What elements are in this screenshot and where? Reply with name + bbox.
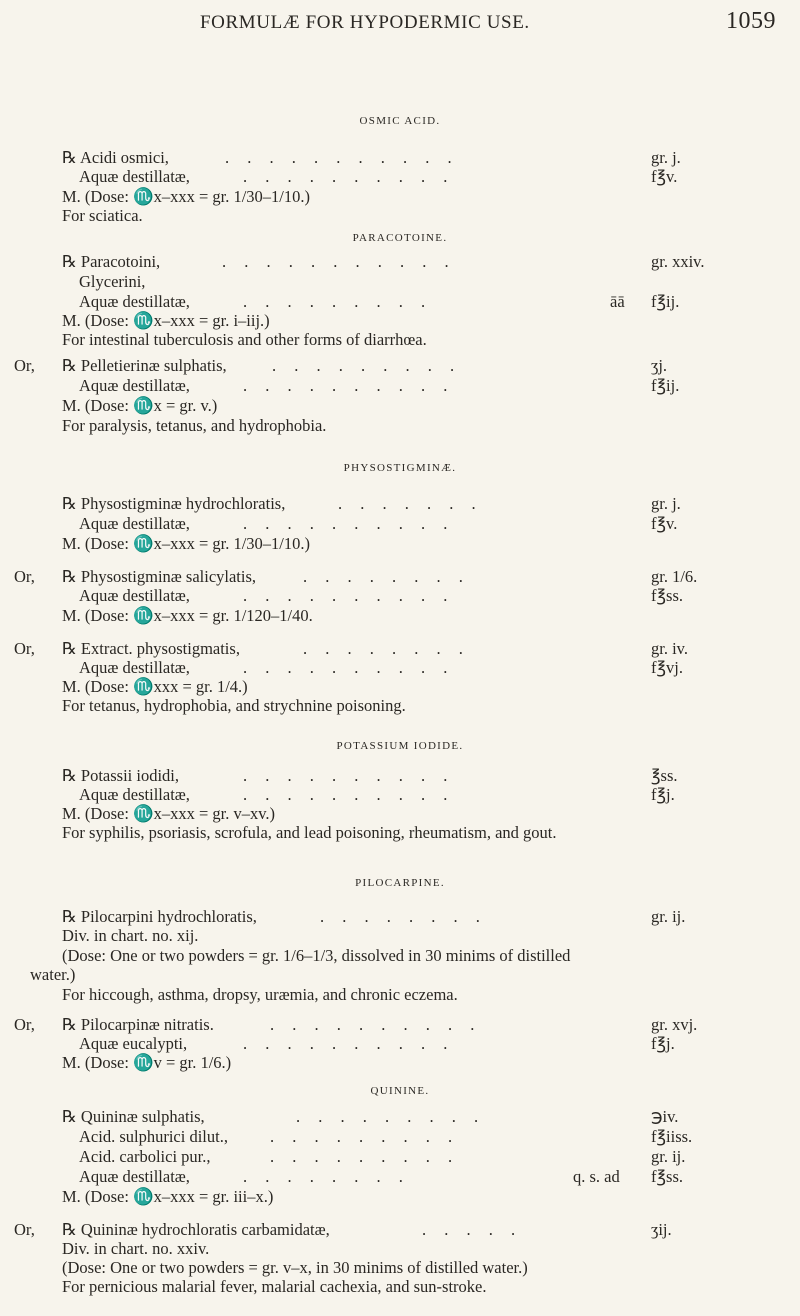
page-number: 1059 [726,8,776,34]
ingredient: Aquæ destillatæ, [79,376,190,395]
dose-text: M. (Dose: ♏x–xxx = gr. 1/30–1/10.) [62,534,311,553]
quantity: gr. j. [651,494,681,513]
ingredient: ℞ Physostigminæ hydrochloratis, [62,494,286,513]
leader-dots: . . . . . . . [338,494,483,513]
quantity: gr. j. [651,148,681,167]
leader-dots: . . . . . . . . . [270,1147,460,1166]
quantity: gr. xxiv. [651,252,705,271]
quantity: f℥j. [651,1034,675,1053]
section-title-osmic: OSMIC ACID. [359,115,441,127]
leader-dots: . . . . . . . . [243,1167,410,1186]
or-label: Or, [14,639,35,658]
ingredient: Acid. sulphurici dilut., [79,1127,228,1146]
section-title-quinine: QUININE. [370,1085,430,1097]
quantity: f℥v. [651,514,678,533]
ingredient: Glycerini, [79,272,146,291]
leader-dots: . . . . . . . . . . . [225,148,459,167]
ingredient: Aquæ destillatæ, [79,514,190,533]
leader-dots: . . . . . . . . . . [243,766,455,785]
quantity: ℥ss. [651,766,678,785]
leader-dots: . . . . . . . . . [272,356,462,375]
running-title: FORMULÆ FOR HYPODERMIC USE. [200,12,530,33]
dose-text: M. (Dose: ♏x–xxx = gr. v–xv.) [62,804,276,823]
leader-dots: . . . . . . . . . [270,1127,460,1146]
ingredient: Aquæ destillatæ, [79,785,190,804]
dose-text: (Dose: One or two powders = gr. 1/6–1/3, dissolved in 30 minims of distilled [62,946,571,965]
indication-text: For sciatica. [62,206,143,225]
ingredient: ℞ Physostigminæ salicylatis, [62,567,257,586]
quantity: f℥j. [651,785,675,804]
quantity: gr. iv. [651,639,688,658]
or-label: Or, [14,1015,35,1034]
or-label: Or, [14,567,35,586]
ana-mark: āā [610,292,625,311]
quantity: gr. xvj. [651,1015,698,1034]
page-header [0,6,800,40]
leader-dots: . . . . . . . . . . [270,1015,482,1034]
ingredient: ℞ Paracotoini, [62,252,161,271]
dose-text: M. (Dose: ♏xxx = gr. 1/4.) [62,677,248,696]
dose-text: M. (Dose: ♏x = gr. v.) [62,396,218,415]
leader-dots: . . . . . . . . . [243,292,433,311]
quantity: ℈iv. [651,1107,679,1126]
ingredient: Aquæ destillatæ, [79,1167,190,1186]
ingredient: Aquæ destillatæ, [79,292,190,311]
quantity: gr. ij. [651,1147,686,1166]
ingredient: Aquæ eucalypti, [79,1034,188,1053]
dose-text: M. (Dose: ♏x–xxx = gr. 1/120–1/40. [62,606,313,625]
quantity: f℥ss. [651,1167,683,1186]
ingredient: Aquæ destillatæ, [79,167,190,186]
ingredient: ℞ Pilocarpini hydrochloratis, [62,907,257,926]
or-label: Or, [14,1220,35,1239]
dose-text: M. (Dose: ♏x–xxx = gr. i–iij.) [62,311,270,330]
dose-text: M. (Dose: ♏v = gr. 1/6.) [62,1053,232,1072]
ingredient: ℞ Potassii iodidi, [62,766,180,785]
quantity: f℥ij. [651,292,680,311]
section-title-potassium: POTASSIUM IODIDE. [336,740,464,752]
leader-dots: . . . . . . . . . . [243,514,455,533]
dose-text: water.) [30,965,76,984]
ingredient: ℞ Quininæ hydrochloratis carbamidatæ, [62,1220,330,1239]
indication-text: For paralysis, tetanus, and hydrophobia. [62,416,327,435]
leader-dots: . . . . . . . . . . . [222,252,456,271]
dose-text: M. (Dose: ♏x–xxx = gr. 1/30–1/10.) [62,187,311,206]
qs-ad-mark: q. s. ad [573,1167,620,1186]
indication-text: For tetanus, hydrophobia, and strychnine poisoning. [62,696,406,715]
quantity: gr. 1/6. [651,567,698,586]
leader-dots: . . . . . . . . . [296,1107,486,1126]
ingredient: Aquæ destillatæ, [79,658,190,677]
quantity: f℥iiss. [651,1127,693,1146]
leader-dots: . . . . . . . . . . [243,1034,455,1053]
quantity: f℥ij. [651,376,680,395]
indication-text: For pernicious malarial fever, malarial cachexia, and sun-stroke. [62,1277,487,1296]
section-title-physostigmine: PHYSOSTIGMINÆ. [343,462,457,474]
ingredient: Acid. carbolici pur., [79,1147,211,1166]
leader-dots: . . . . . [422,1220,523,1239]
dose-text: M. (Dose: ♏x–xxx = gr. iii–x.) [62,1187,274,1206]
leader-dots: . . . . . . . . [303,567,470,586]
leader-dots: . . . . . . . . . . [243,376,455,395]
section-title-paracotoine: PARACOTOINE. [352,232,448,244]
ingredient: Aquæ destillatæ, [79,586,190,605]
indication-text: For hiccough, asthma, dropsy, uræmia, and chronic eczema. [62,985,458,1004]
ingredient: ℞ Pilocarpinæ nitratis. [62,1015,214,1034]
quantity: ʒij. [651,1220,672,1239]
dose-text: (Dose: One or two powders = gr. v–x, in 30 minims of distilled water.) [62,1258,528,1277]
leader-dots: . . . . . . . . . . [243,658,455,677]
leader-dots: . . . . . . . . [303,639,470,658]
leader-dots: . . . . . . . . . . [243,167,455,186]
quantity: f℥vj. [651,658,683,677]
leader-dots: . . . . . . . . . . [243,586,455,605]
section-title-pilocarpine: PILOCARPINE. [355,877,445,889]
quantity: f℥ss. [651,586,683,605]
quantity: f℥v. [651,167,678,186]
quantity: gr. ij. [651,907,686,926]
ingredient: ℞ Quininæ sulphatis, [62,1107,205,1126]
note-text: Div. in chart. no. xxiv. [62,1239,210,1258]
indication-text: For syphilis, psoriasis, scrofula, and lead poisoning, rheumatism, and gout. [62,823,557,842]
quantity: ʒj. [651,356,668,375]
note-text: Div. in chart. no. xij. [62,926,199,945]
ingredient: ℞ Pelletierinæ sulphatis, [62,356,227,375]
or-label: Or, [14,356,35,375]
leader-dots: . . . . . . . . . . [243,785,455,804]
ingredient: ℞ Extract. physostigmatis, [62,639,240,658]
indication-text: For intestinal tuberculosis and other forms of diarrhœa. [62,330,427,349]
ingredient: ℞ Acidi osmici, [62,148,169,167]
leader-dots: . . . . . . . . [320,907,487,926]
